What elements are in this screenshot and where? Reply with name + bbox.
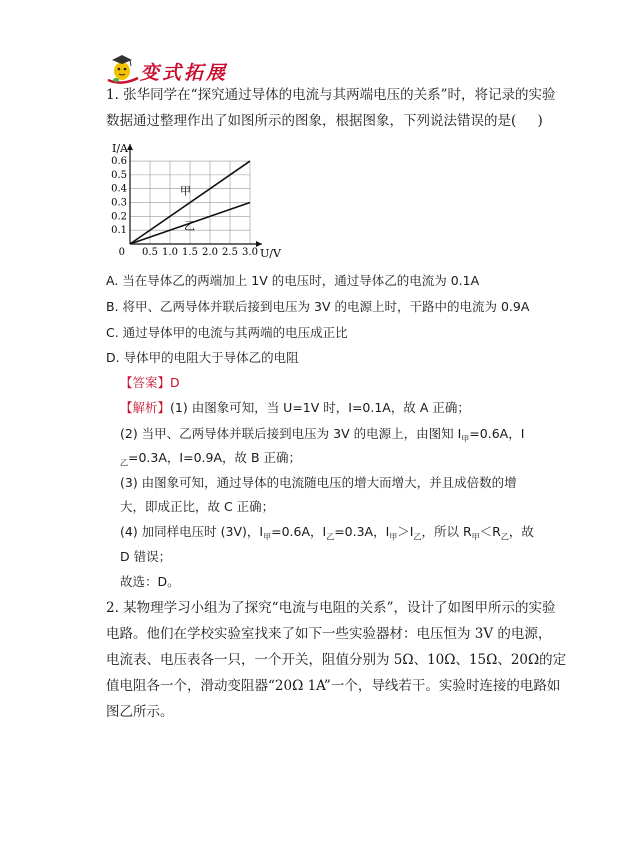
answer-tag: 【答案】 xyxy=(120,375,171,390)
question-1-line-2-text: 数据通过整理作出了如图所示的图象，根据图象，下列说法错误的是( xyxy=(106,113,517,129)
question-1-line-1: 1. 张华同学在“探究通过导体的电流与其两端电压的关系”时，将记录的实验 xyxy=(106,87,556,103)
y-tick-label: 0.6 xyxy=(111,156,127,168)
subscript-yi: 乙 xyxy=(500,532,509,542)
analysis-line-2 xyxy=(120,424,524,450)
subscript-yi: 乙 xyxy=(326,532,335,542)
question-2-line-4: 值电阻各一个，滑动变阻器“20Ω 1A”一个，导线若干。实验时连接的电路如 xyxy=(106,678,561,694)
y-tick-label: 0.3 xyxy=(111,197,127,209)
series-label-1: 乙 xyxy=(184,219,195,233)
analysis-6f: ＜R xyxy=(479,524,501,539)
subscript-yi: 乙 xyxy=(120,458,128,468)
analysis-text-2-end: =0.6A，I xyxy=(469,426,525,441)
analysis-line-7: D 错误； xyxy=(120,549,172,564)
option-d: D. 导体甲的电阻大于导体乙的电阻 xyxy=(106,350,299,365)
option-a: A. 当在导体乙的两端加上 1V 的电压时，通过导体乙的电流为 0.1A xyxy=(106,273,480,288)
y-axis-label: I/A xyxy=(112,142,128,155)
analysis-6e: ，所以 R xyxy=(421,524,472,539)
subscript-yi: 乙 xyxy=(413,532,422,542)
x-tick-label: 1.5 xyxy=(182,247,198,258)
x-tick-label: 2.0 xyxy=(202,247,218,258)
origin-label: 0 xyxy=(118,247,125,258)
answer-line xyxy=(120,373,180,393)
x-tick-label: 0.5 xyxy=(142,247,158,258)
subscript-jia: 甲 xyxy=(461,434,470,444)
graduate-mascot-icon xyxy=(104,52,140,88)
analysis-line-4: (3) 由图象可知，通过导体的电流随电压的增大而增大，并且成倍数的增 xyxy=(120,475,517,490)
option-c: C. 通过导体甲的电流与其两端的电压成正比 xyxy=(106,325,348,340)
x-tick-label: 1.0 xyxy=(162,247,178,258)
analysis-text-3: =0.3A，I=0.9A，故 B 正确； xyxy=(128,450,302,465)
answer-blank-close: ) xyxy=(537,113,543,129)
section-title: 变式拓展 xyxy=(140,62,229,84)
analysis-6c: =0.3A，I xyxy=(334,524,390,539)
analysis-6b: =0.6A，I xyxy=(271,524,327,539)
x-axis-label: U/V xyxy=(260,247,281,260)
option-b: B. 将甲、乙两导体并联后接到电压为 3V 的电源上时，干路中的电流为 0.9A xyxy=(106,299,530,314)
y-tick-label: 0.1 xyxy=(111,225,127,237)
y-tick-label: 0.2 xyxy=(111,211,127,223)
series-label-0: 甲 xyxy=(180,184,191,198)
analysis-6d: ＞I xyxy=(397,524,414,539)
analysis-6a: (4) 加同样电压时 (3V)，I xyxy=(120,524,264,539)
x-tick-label: 2.5 xyxy=(222,247,238,258)
answer-blank xyxy=(520,113,537,129)
analysis-tag: 【解析】 xyxy=(120,400,171,415)
analysis-6g: ，故 xyxy=(508,524,534,539)
y-tick-label: 0.5 xyxy=(111,169,127,181)
analysis-line-6 xyxy=(120,522,534,548)
question-1-line-2 xyxy=(106,111,543,131)
question-2-line-5: 图乙所示。 xyxy=(106,704,174,720)
subscript-jia: 甲 xyxy=(263,532,272,542)
analysis-line-1 xyxy=(120,398,470,418)
section-header xyxy=(104,52,244,88)
analysis-text-2: (2) 当甲、乙两导体并联后接到电压为 3V 的电源上，由图知 I xyxy=(120,426,462,441)
question-2-line-1: 2. 某物理学习小组为了探究“电流与电阻的关系”，设计了如图甲所示的实验 xyxy=(106,600,556,616)
analysis-text-1: (1) 由图象可知，当 U=1V 时，I=0.1A，故 A 正确； xyxy=(170,400,470,415)
analysis-line-5: 大，即成正比，故 C 正确； xyxy=(120,499,275,514)
current-voltage-chart xyxy=(106,138,281,260)
x-tick-label: 3.0 xyxy=(242,247,258,258)
analysis-line-3 xyxy=(120,448,301,474)
subscript-jia: 甲 xyxy=(389,532,398,542)
answer-value: D xyxy=(170,375,180,390)
subscript-jia: 甲 xyxy=(471,532,480,542)
y-tick-label: 0.4 xyxy=(111,183,127,195)
question-2-line-3: 电流表、电压表各一只，一个开关，阻值分别为 5Ω、10Ω、15Ω、20Ω的定 xyxy=(106,652,567,668)
analysis-line-8: 故选：D。 xyxy=(120,574,180,589)
question-2-line-2: 电路。他们在学校实验室找来了如下一些实验器材：电压恒为 3V 的电源， xyxy=(106,626,552,642)
